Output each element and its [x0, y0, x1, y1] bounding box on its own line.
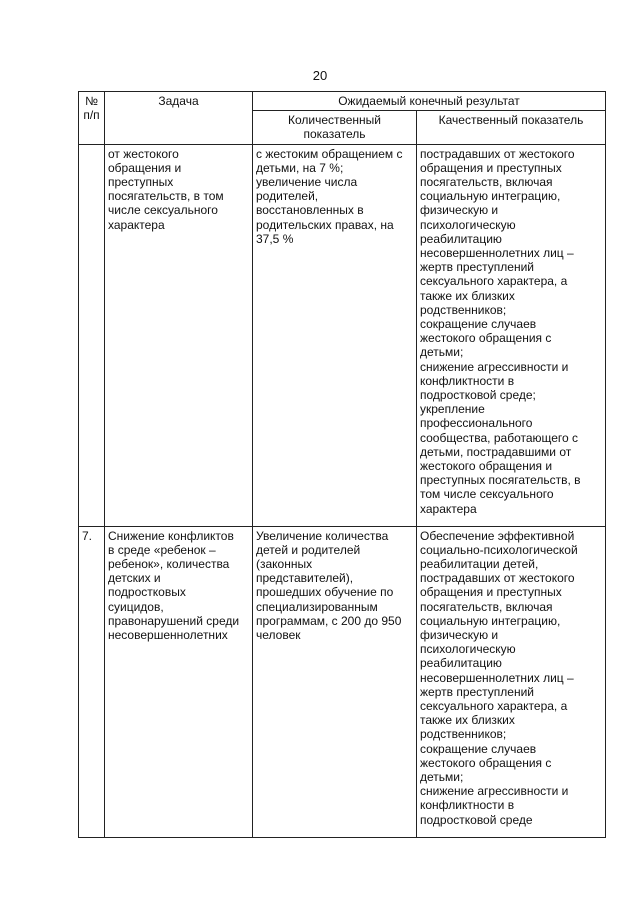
header-num: № п/п [79, 92, 105, 145]
row-quantitative: Увеличение количества детей и родителей (законных представителей), прошедших обучение по специализированным программам, с 200 до 950 человек [253, 526, 417, 837]
table-header-row [79, 92, 606, 111]
row-quantitative: с жестоким обращением с детьми, на 7 %; увеличение числа родителей, восстановленных в родительских правах, на 37,5 % [253, 144, 417, 526]
row-qualitative: пострадавших от жестокого обращения и преступных посягательств, включая социальную интеграцию, физическую и психологическую реабилитацию несовершеннолетних лиц – жертв преступлений сексуального характера, а также их близких родственников; сокращение случаев жестокого обращения с детьми; снижение агрессивности и конфликтности в подростковой среде; укрепление профессионального сообщества, работающего с детьми, пострадавшими от жестокого обращения и преступных посягательств, в том числе сексуального характера [417, 144, 606, 526]
row-num [79, 144, 105, 526]
header-quantitative: Количественный показатель [253, 111, 417, 144]
table-row [79, 144, 606, 526]
header-qualitative: Качественный показатель [417, 111, 606, 144]
row-qualitative: Обеспечение эффективной социально-психологической реабилитации детей, пострадавших от жестокого обращения и преступных посягательств, включая социальную интеграцию, физическую и психологическую реабилитацию несовершеннолетних лиц – жертв преступлений сексуального характера, а также их близких родственников; сокращение случаев жестокого обращения с детьми; снижение агрессивности и конфликтности в подростковой среде [417, 526, 606, 837]
header-task: Задача [105, 92, 253, 145]
results-table [78, 91, 606, 838]
page-number: 20 [312, 68, 328, 83]
header-expected-result: Ожидаемый конечный результат [253, 92, 606, 111]
row-task: Снижение конфликтов в среде «ребенок – ребенок», количества детских и подростковых суицидов, правонарушений среди несовершеннолетних [105, 526, 253, 837]
row-task: от жестокого обращения и преступных посягательств, в том числе сексуального характера [105, 144, 253, 526]
table-row [79, 526, 606, 837]
row-num: 7. [79, 526, 105, 837]
